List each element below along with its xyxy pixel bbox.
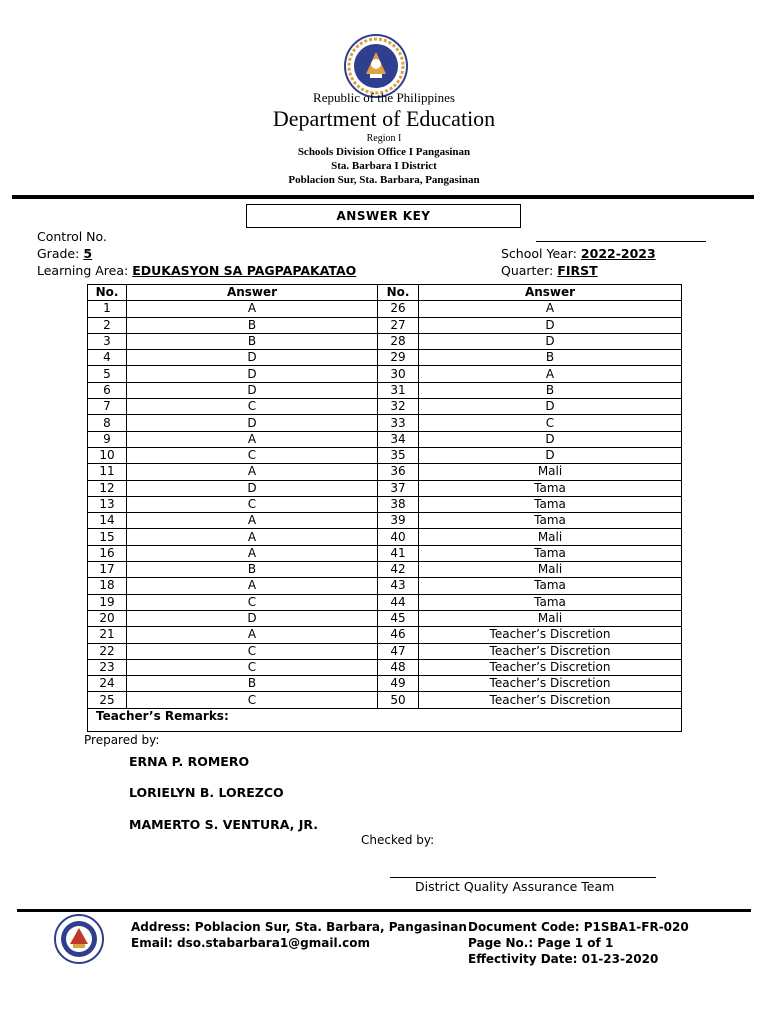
school-year-field: [501, 246, 656, 261]
number-cell: 9: [88, 431, 127, 447]
office-address-label: Poblacion Sur, Sta. Barbara, Pangasinan: [288, 174, 480, 186]
answer-cell: D: [419, 333, 682, 349]
answer-key-title: ANSWER KEY: [246, 204, 521, 228]
district-label: Sta. Barbara I District: [331, 160, 437, 172]
answer-cell: D: [419, 431, 682, 447]
answer-cell: A: [127, 529, 378, 545]
column-header-no-left: No.: [88, 285, 127, 301]
answer-cell: A: [127, 513, 378, 529]
answer-cell: Tama: [419, 594, 682, 610]
answer-cell: A: [127, 464, 378, 480]
number-cell: 45: [378, 610, 419, 626]
checker-signature-line: [390, 877, 656, 878]
answer-cell: A: [127, 545, 378, 561]
table-row: [88, 496, 682, 512]
number-cell: 42: [378, 562, 419, 578]
learning-area-value: EDUKASYON SA PAGPAPAKATAO: [132, 263, 357, 278]
answer-cell: C: [127, 692, 378, 708]
answer-cell: D: [127, 480, 378, 496]
table-row: [88, 317, 682, 333]
number-cell: 21: [88, 627, 127, 643]
number-cell: 7: [88, 399, 127, 415]
republic-label: Republic of the Philippines: [313, 90, 455, 105]
answer-cell: C: [127, 594, 378, 610]
answer-cell: B: [127, 562, 378, 578]
number-cell: 41: [378, 545, 419, 561]
number-cell: 40: [378, 529, 419, 545]
number-cell: 6: [88, 382, 127, 398]
number-cell: 34: [378, 431, 419, 447]
quarter-label: Quarter:: [501, 263, 554, 278]
answer-cell: Mali: [419, 464, 682, 480]
answer-key-table: [87, 284, 682, 732]
table-row: [88, 415, 682, 431]
answer-cell: B: [127, 676, 378, 692]
footer-effectivity-date: Effectivity Date: 01-23-2020: [468, 952, 659, 966]
checker-title: District Quality Assurance Team: [415, 879, 615, 894]
footer-divider: [17, 909, 751, 912]
number-cell: 44: [378, 594, 419, 610]
answer-cell: A: [419, 366, 682, 382]
answer-cell: C: [127, 399, 378, 415]
table-row: [88, 578, 682, 594]
answer-cell: Teacher’s Discretion: [419, 643, 682, 659]
answer-cell: Tama: [419, 578, 682, 594]
table-row: [88, 333, 682, 349]
number-cell: 38: [378, 496, 419, 512]
answer-cell: B: [419, 350, 682, 366]
number-cell: 20: [88, 610, 127, 626]
number-cell: 28: [378, 333, 419, 349]
table-row: [88, 447, 682, 463]
number-cell: 19: [88, 594, 127, 610]
number-cell: 14: [88, 513, 127, 529]
number-cell: 31: [378, 382, 419, 398]
number-cell: 11: [88, 464, 127, 480]
answer-cell: D: [127, 382, 378, 398]
answer-cell: C: [127, 659, 378, 675]
table-row: [88, 692, 682, 708]
number-cell: 26: [378, 301, 419, 317]
number-cell: 3: [88, 333, 127, 349]
answer-cell: D: [127, 350, 378, 366]
district-logo: [54, 914, 104, 964]
table-row: [88, 529, 682, 545]
number-cell: 1: [88, 301, 127, 317]
preparer-name-3: MAMERTO S. VENTURA, JR.: [129, 817, 319, 832]
grade-label: Grade:: [37, 246, 80, 261]
number-cell: 22: [88, 643, 127, 659]
department-title: Department of Education: [272, 106, 496, 131]
remarks-row: [88, 708, 682, 731]
answer-key-rows: [88, 301, 682, 708]
answer-cell: B: [419, 382, 682, 398]
column-header-answer-right: Answer: [419, 285, 682, 301]
quarter-field: [501, 263, 598, 278]
answer-cell: C: [127, 447, 378, 463]
table-header-row: [88, 285, 682, 301]
number-cell: 8: [88, 415, 127, 431]
preparer-name-1: ERNA P. ROMERO: [129, 754, 250, 769]
number-cell: 16: [88, 545, 127, 561]
preparer-name-2: LORIELYN B. LOREZCO: [129, 785, 284, 800]
learning-area-field: [37, 263, 356, 278]
number-cell: 33: [378, 415, 419, 431]
number-cell: 13: [88, 496, 127, 512]
table-row: [88, 545, 682, 561]
number-cell: 12: [88, 480, 127, 496]
grade-value: 5: [83, 246, 93, 261]
answer-cell: Teacher’s Discretion: [419, 692, 682, 708]
answer-cell: Teacher’s Discretion: [419, 659, 682, 675]
number-cell: 2: [88, 317, 127, 333]
column-header-no-right: No.: [378, 285, 419, 301]
number-cell: 32: [378, 399, 419, 415]
table-row: [88, 659, 682, 675]
footer-email: Email: dso.stabarbara1@gmail.com: [131, 936, 371, 950]
footer-document-code: Document Code: P1SBA1-FR-020: [468, 920, 689, 934]
school-year-value: 2022-2023: [580, 246, 656, 261]
answer-cell: C: [419, 415, 682, 431]
table-row: [88, 301, 682, 317]
table-row: [88, 464, 682, 480]
number-cell: 50: [378, 692, 419, 708]
table-row: [88, 562, 682, 578]
table-row: [88, 643, 682, 659]
control-number-label: Control No.: [37, 229, 107, 244]
number-cell: 10: [88, 447, 127, 463]
number-cell: 17: [88, 562, 127, 578]
table-row: [88, 610, 682, 626]
prepared-by-label: Prepared by:: [84, 733, 160, 747]
answer-cell: B: [127, 333, 378, 349]
answer-cell: A: [127, 301, 378, 317]
number-cell: 46: [378, 627, 419, 643]
number-cell: 29: [378, 350, 419, 366]
number-cell: 18: [88, 578, 127, 594]
table-row: [88, 431, 682, 447]
answer-cell: D: [419, 317, 682, 333]
answer-cell: C: [127, 496, 378, 512]
number-cell: 35: [378, 447, 419, 463]
number-cell: 48: [378, 659, 419, 675]
answer-cell: C: [127, 643, 378, 659]
deped-seal-logo: [344, 34, 408, 98]
answer-cell: A: [127, 431, 378, 447]
answer-cell: A: [419, 301, 682, 317]
number-cell: 24: [88, 676, 127, 692]
answer-cell: Teacher’s Discretion: [419, 676, 682, 692]
table-row: [88, 594, 682, 610]
region-label: Region I: [366, 133, 402, 144]
table-row: [88, 382, 682, 398]
quarter-value: FIRST: [557, 263, 598, 278]
grade-field: [37, 246, 92, 261]
answer-cell: B: [127, 317, 378, 333]
answer-cell: D: [127, 415, 378, 431]
answer-cell: Tama: [419, 545, 682, 561]
checked-by-label: Checked by:: [361, 833, 435, 847]
division-label: Schools Division Office I Pangasinan: [297, 146, 471, 158]
number-cell: 15: [88, 529, 127, 545]
table-row: [88, 350, 682, 366]
number-cell: 49: [378, 676, 419, 692]
answer-cell: A: [127, 627, 378, 643]
table-row: [88, 480, 682, 496]
number-cell: 5: [88, 366, 127, 382]
number-cell: 25: [88, 692, 127, 708]
answer-cell: Teacher’s Discretion: [419, 627, 682, 643]
footer-page-number: Page No.: Page 1 of 1: [468, 936, 614, 950]
header-divider: [12, 195, 754, 199]
answer-cell: Mali: [419, 562, 682, 578]
learning-area-label: Learning Area:: [37, 263, 129, 278]
answer-cell: D: [127, 366, 378, 382]
number-cell: 47: [378, 643, 419, 659]
number-cell: 4: [88, 350, 127, 366]
number-cell: 30: [378, 366, 419, 382]
table-row: [88, 627, 682, 643]
answer-cell: Tama: [419, 513, 682, 529]
table-row: [88, 399, 682, 415]
answer-cell: D: [419, 447, 682, 463]
answer-cell: D: [127, 610, 378, 626]
number-cell: 36: [378, 464, 419, 480]
school-year-label: School Year:: [501, 246, 577, 261]
answer-cell: Tama: [419, 480, 682, 496]
footer-address: Address: Poblacion Sur, Sta. Barbara, Pangasinan: [131, 920, 467, 934]
control-number-field-line: [536, 241, 706, 242]
table-row: [88, 513, 682, 529]
number-cell: 43: [378, 578, 419, 594]
table-row: [88, 366, 682, 382]
answer-cell: Mali: [419, 610, 682, 626]
number-cell: 27: [378, 317, 419, 333]
answer-cell: Tama: [419, 496, 682, 512]
number-cell: 39: [378, 513, 419, 529]
number-cell: 23: [88, 659, 127, 675]
answer-cell: Mali: [419, 529, 682, 545]
number-cell: 37: [378, 480, 419, 496]
table-row: [88, 676, 682, 692]
answer-cell: A: [127, 578, 378, 594]
answer-cell: D: [419, 399, 682, 415]
teachers-remarks-label: Teacher’s Remarks:: [88, 708, 682, 731]
column-header-answer-left: Answer: [127, 285, 378, 301]
